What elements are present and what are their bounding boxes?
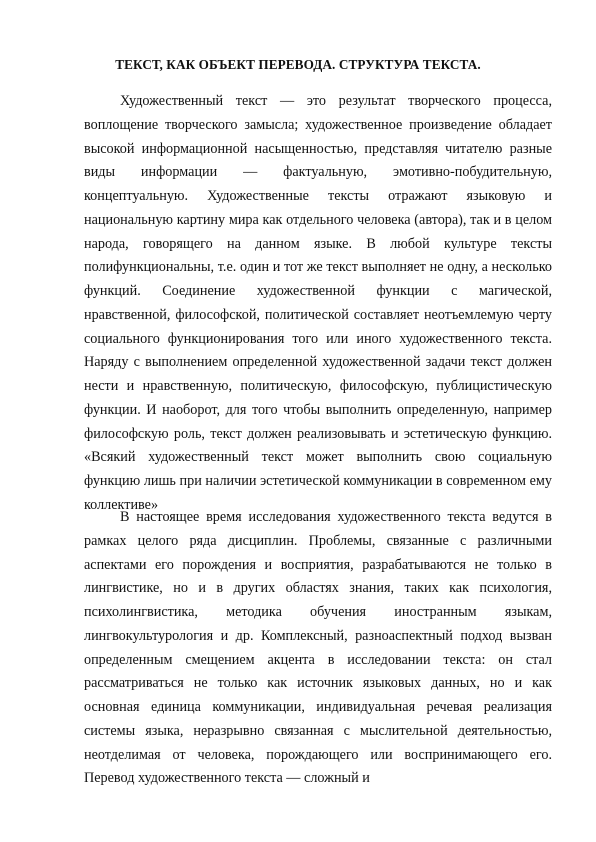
page-title: ТЕКСТ, КАК ОБЪЕКТ ПЕРЕВОДА. СТРУКТУРА ТЕКСТА.	[115, 57, 481, 72]
body-paragraph-1: Художественный текст — это результат творческого процесса, воплощение творческого замысла; художественное произведение обладает высокой информационной насыщенностью, представляя читателю разные виды информации — фактуальную, эмотивно-побудительную, концептуальную. Художественные тексты отражают языковую и национальную картину мира как отдельного человека (автора), так и в целом народа, говорящего на данном языке. В любой культуре тексты полифункциональны, т.е. один и тот же текст выполняет не одну, а несколько функций. Соединение художественной функции с магической, нравственной, философской, политической составляет неотъемлемую черту социального функционирования того или иного художественного текста. Наряду с выполнением определенной художественной задачи текст должен нести и нравственную, политическую, философскую, публицистическую функции. И наоборот, для того чтобы выполнить определенную, например философскую роль, текст должен реализовывать и эстетическую функцию. «Всякий художественный текст может выполнить свою социальную функцию лишь при наличии эстетической коммуникации в современном ему коллективе»	[84, 93, 552, 513]
body-paragraph-2: В настоящее время исследования художественного текста ведутся в рамках целого ряда дисциплин. Проблемы, связанные с различными аспектами его порождения и восприятия, разрабатываются не только в лингвистике, но и в других областях знания, таких как психология, психолингвистика, методика обучения иностранным языкам, лингвокультурология и др. Комплексный, разноаспектный подход вызван определенным смещением акцента в исследовании текста: он стал рассматриваться не только как источник языковых данных, но и как основная единица коммуникации, индивидуальная речевая реализация системы языка, неразрывно связанная с мыслительной деятельностью, неотделимая от человека, порождающего или воспринимающего его. Перевод художественного текста — сложный и	[84, 509, 552, 787]
